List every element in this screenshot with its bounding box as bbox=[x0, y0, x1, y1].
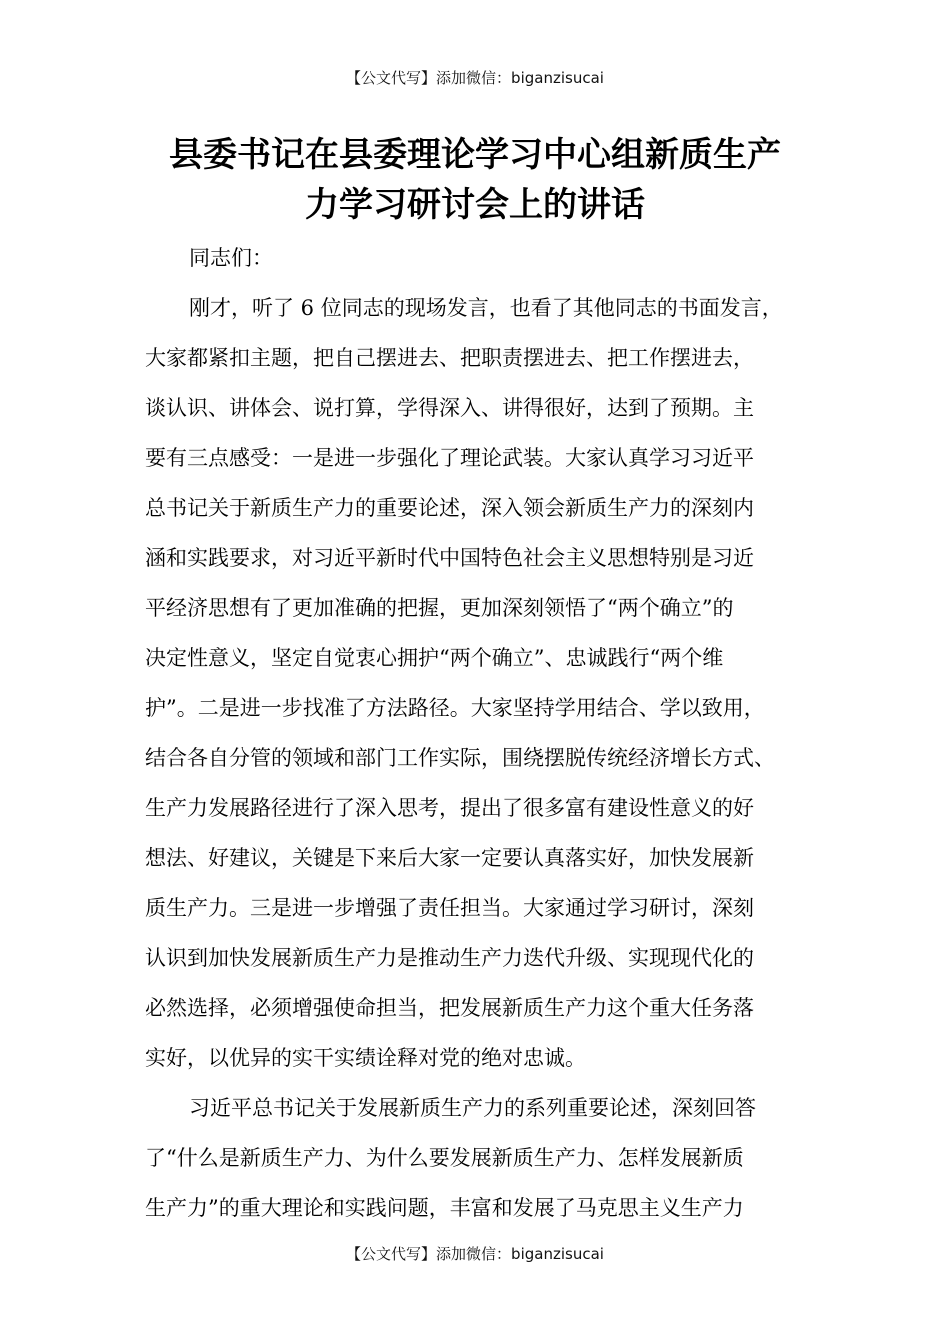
paragraph-1-line: 必然选择，必须增强使命担当，把发展新质生产力这个重大任务落 bbox=[145, 996, 754, 1020]
paragraph-1-line: 护”。二是进一步找准了方法路径。大家坚持学用结合、学以致用， bbox=[145, 696, 765, 720]
paragraph-1-line: 总书记关于新质生产力的重要论述，深入领会新质生产力的深刻内 bbox=[145, 496, 754, 520]
paragraph-1-line: 质生产力。三是进一步增强了责任担当。大家通过学习研讨，深刻 bbox=[145, 896, 754, 920]
paragraph-2-line: 生产力”的重大理论和实践问题，丰富和发展了马克思主义生产力 bbox=[145, 1196, 744, 1220]
paragraph-1-line: 决定性意义，坚定自觉衷心拥护“两个确立”、忠诚践行“两个维 bbox=[145, 646, 724, 670]
page-footer-note: 【公文代写】添加微信：biganzisucai bbox=[346, 1245, 604, 1263]
paragraph-1-line: 结合各自分管的领域和部门工作实际，围绕摆脱传统经济增长方式、 bbox=[145, 746, 775, 770]
document-title-line-1: 县委书记在县委理论学习中心组新质生产 bbox=[169, 135, 781, 175]
paragraph-1-line: 大家都紧扣主题，把自己摆进去、把职责摆进去、把工作摆进去， bbox=[145, 346, 754, 370]
paragraph-1-line: 刚才，听了 6 位同志的现场发言，也看了其他同志的书面发言， bbox=[189, 296, 783, 320]
paragraph-1-line: 想法、好建议，关键是下来后大家一定要认真落实好，加快发展新 bbox=[145, 846, 754, 870]
page-header-note: 【公文代写】添加微信：biganzisucai bbox=[346, 69, 604, 87]
paragraph-1-line: 生产力发展路径进行了深入思考，提出了很多富有建设性意义的好 bbox=[145, 796, 754, 820]
paragraph-1-line: 平经济思想有了更加准确的把握，更加深刻领悟了“两个确立”的 bbox=[145, 596, 734, 620]
paragraph-1-line: 涵和实践要求，对习近平新时代中国特色社会主义思想特别是习近 bbox=[145, 546, 754, 570]
document-title bbox=[120, 130, 830, 230]
paragraph-2-line: 了“什么是新质生产力、为什么要发展新质生产力、怎样发展新质 bbox=[145, 1146, 744, 1170]
document-body bbox=[145, 233, 825, 1233]
paragraph-1-line: 谈认识、讲体会、说打算，学得深入、讲得很好，达到了预期。主 bbox=[145, 396, 754, 420]
paragraph-2-line: 习近平总书记关于发展新质生产力的系列重要论述，深刻回答 bbox=[189, 1096, 756, 1120]
document-title-line-2: 力学习研讨会上的讲话 bbox=[305, 185, 645, 225]
paragraph-1-line: 要有三点感受：一是进一步强化了理论武装。大家认真学习习近平 bbox=[145, 446, 754, 470]
paragraph-1-line: 认识到加快发展新质生产力是推动生产力迭代升级、实现现代化的 bbox=[145, 946, 754, 970]
paragraph-1-line: 实好，以优异的实干实绩诠释对党的绝对忠诚。 bbox=[145, 1046, 586, 1070]
greeting: 同志们： bbox=[189, 246, 273, 270]
